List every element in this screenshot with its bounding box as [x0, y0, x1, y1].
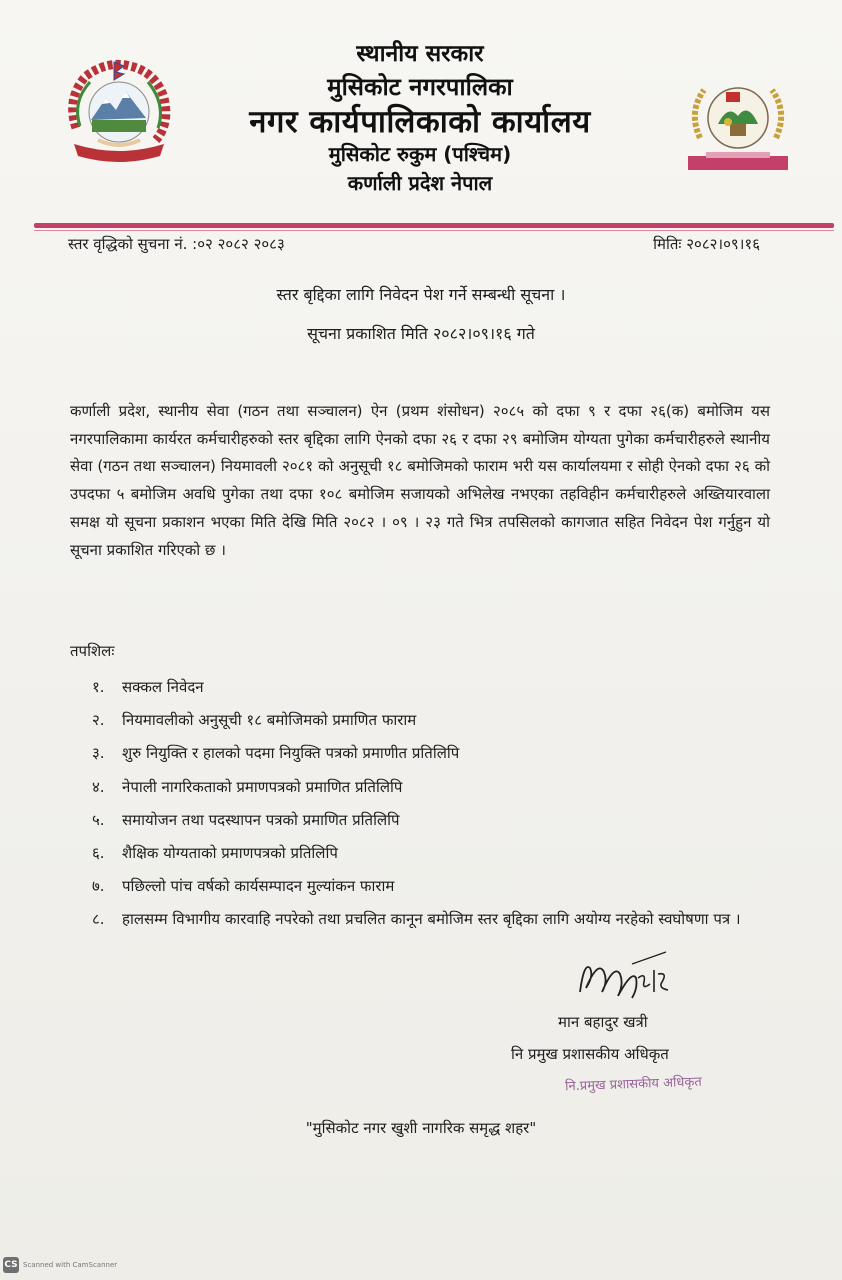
document-list	[92, 676, 782, 942]
scanner-text: Scanned with CamScanner	[23, 1261, 118, 1269]
list-item-text: शैक्षिक योग्यताको प्रमाणपत्रको प्रतिलिपि	[122, 843, 338, 862]
list-item-number: १.	[92, 678, 105, 696]
camscanner-logo-icon: CS	[3, 1257, 19, 1273]
header-line-office: नगर कार्यपालिकाको कार्यालय	[249, 104, 591, 140]
list-item	[92, 676, 782, 698]
header-line-government: स्थानीय सरकार	[356, 41, 484, 67]
municipality-motto: "मुसिकोट नगर खुशी नागरिक समृद्ध शहर"	[305, 1119, 537, 1137]
scanner-watermark	[3, 1257, 117, 1273]
list-item-number: ५.	[92, 810, 105, 829]
list-item-text: शुरु नियुक्ति र हालको पदमा नियुक्ति पत्रको प्रमाणीत प्रतिलिपि	[122, 744, 460, 763]
signature-icon	[574, 948, 674, 1010]
list-item	[92, 875, 782, 897]
list-item-text: नियमावलीको अनुसूची १८ बमोजिमको प्रमाणित फाराम	[122, 711, 417, 730]
header-line-province: कर्णाली प्रदेश नेपाल	[347, 171, 493, 195]
list-item	[92, 842, 782, 864]
signatory-title: नि प्रमुख प्रशासकीय अधिकृत	[511, 1045, 669, 1063]
list-item-number: ८.	[92, 910, 105, 929]
list-item-number: २.	[92, 711, 105, 730]
header-line-location: मुसिकोट रुकुम (पश्चिम)	[328, 142, 512, 166]
list-item-number: ३.	[92, 744, 105, 763]
list-item-number: ४.	[92, 777, 105, 796]
list-item	[92, 709, 782, 731]
list-item-number: ७.	[92, 877, 105, 896]
list-item-text: सक्कल निवेदन	[122, 678, 204, 696]
header-divider-thin	[34, 230, 834, 231]
header-line-municipality: मुसिकोट नगरपालिका	[327, 73, 513, 101]
list-item-text: पछिल्लो पांच वर्षको कार्यसम्पादन मुल्यांकन फाराम	[122, 877, 395, 896]
header-divider	[34, 223, 834, 228]
reference-number: स्तर वृद्धिको सुचना नं. :०२ २०८२ २०८३	[68, 235, 285, 253]
signatory-name: मान बहादुर खत्री	[558, 1013, 648, 1031]
notice-date: मितिः २०८२।०९।१६	[653, 235, 760, 253]
list-item	[92, 908, 782, 930]
list-item	[92, 809, 782, 831]
municipality-logo-icon	[682, 72, 794, 176]
publication-date: सूचना प्रकाशित मिति २०८२।०९।१६ गते	[307, 324, 535, 343]
notice-body: कर्णाली प्रदेश, स्थानीय सेवा (गठन तथा सञ्चालन) ऐन (प्रथम शंसोधन) २०८५ को दफा ९ र दफा २६(क) बमोजिम यस नगरपालिकामा कार्यरत कर्मचारीहरुको स्तर बृद्दिका लागि ऐनको दफा २६ र दफा २९ बमोजिम योग्यता पुगेका कर्मचारीहरुले स्थानीय सेवा (गठन तथा सञ्चालन) नियमावली २०८१ को अनुसूची १८ बमोजिमको फाराम भरी यस कार्यालयमा र सोही ऐनको दफा २६ को उपदफा ५ बमोजिम अवधि पुगेका तथा दफा १०८ बमोजिम सजायको अभिलेख नभएका तहविहीन कर्मचारीहरुले अख्तियारवाला समक्ष यो सूचना प्रकाशन भएका मिति देखि मिति २०८२ । ०९ । २३ गते भित्र तपसिलको कागजात सहित निवेदन पेश गर्नुहुन यो सूचना प्रकाशित गरिएको छ ।	[70, 402, 770, 559]
list-item-text: समायोजन तथा पदस्थापन पत्रको प्रमाणित प्रतिलिपि	[122, 810, 400, 829]
list-item-text: हालसम्म विभागीय कारवाहि नपरेको तथा प्रचलित कानून बमोजिम स्तर बृद्दिका लागि अयोग्य नरहेको स्वघोषणा पत्र ।	[122, 910, 741, 929]
list-item-text: नेपाली नागरिकताको प्रमाणपत्रको प्रमाणित प्रतिलिपि	[122, 777, 403, 796]
official-stamp: नि.प्रमुख प्रशासकीय अधिकृत	[564, 1074, 703, 1095]
list-item	[92, 742, 782, 764]
nepal-emblem-icon	[58, 58, 180, 168]
list-item-number: ६.	[92, 843, 105, 862]
notice-subject: स्तर बृद्दिका लागि निवेदन पेश गर्ने सम्बन्धी सूचना ।	[276, 285, 566, 304]
details-label: तपशिलः	[70, 642, 115, 660]
list-item	[92, 776, 782, 798]
